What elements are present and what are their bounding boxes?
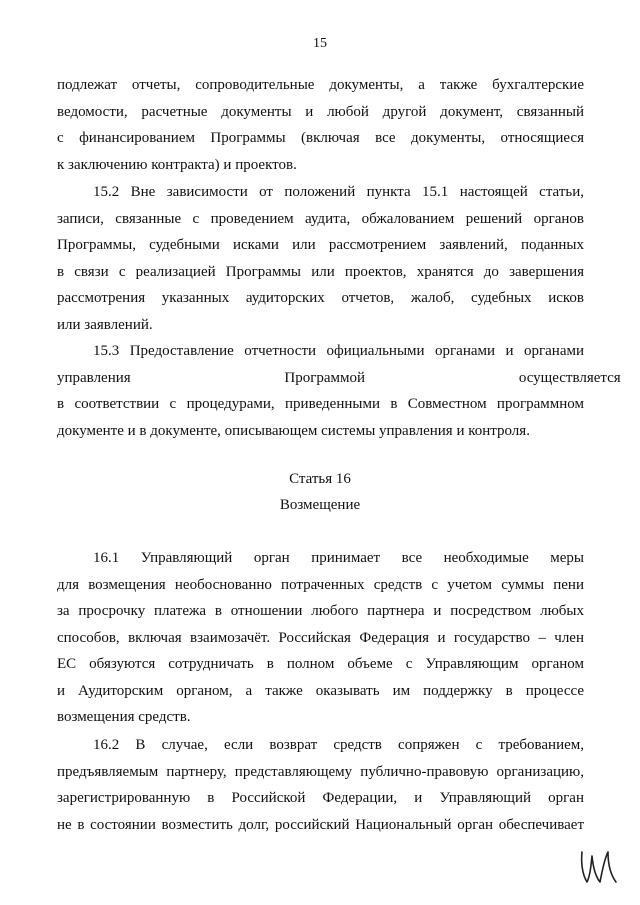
text-line: и Аудиторским органом, а также оказывать им поддержку в процессе	[57, 682, 584, 699]
paragraph-16-1	[57, 545, 584, 731]
article-title: Возмещение	[279, 497, 361, 513]
text-line: ведомости, расчетные документы и любой другой документ, связанный	[57, 103, 584, 120]
paragraph-continuation	[57, 72, 584, 178]
text-line: подлежат отчеты, сопроводительные документы, а также бухгалтерские	[57, 77, 584, 93]
text-line: для возмещения необоснованно потраченных средств с учетом суммы пени	[57, 576, 584, 593]
article-number: Статья 16	[289, 471, 351, 487]
paragraph-15-3	[57, 338, 621, 444]
text-line: 15.2 Вне зависимости от положений пункта 15.1 настоящей статьи,	[93, 184, 584, 200]
text-line: Программы, судебными исками или рассмотрением заявлений, поданных	[57, 237, 584, 253]
text-line: 16.1 Управляющий орган принимает все необходимые меры	[93, 550, 584, 566]
text-line: рассмотрения указанных аудиторских отчетов, жалоб, судебных исков	[57, 290, 584, 306]
text-line: или заявлений.	[57, 316, 153, 333]
text-line: зарегистрированную в Российской Федерации, и Управляющий орган	[57, 790, 584, 806]
text-line: возмещения средств.	[57, 709, 191, 725]
text-line: записи, связанные с проведением аудита, обжалованием решений органов	[57, 210, 584, 227]
paragraph-16-2	[57, 732, 584, 838]
text-line: за просрочку платежа в отношении любого партнера и посредством любых	[57, 603, 584, 619]
text-line: в соответствии с процедурами, приведенными в Совместном программном	[57, 396, 584, 412]
text-line: в связи с реализацией Программы или проектов, хранятся до завершения	[57, 263, 584, 280]
text-line: к заключению контракта) и проектов.	[57, 156, 297, 173]
text-line: управления Программой осуществляется	[57, 369, 621, 386]
page-number: 15	[313, 36, 327, 51]
paragraph-15-2	[57, 179, 584, 338]
text-line: не в состоянии возместить долг, российский Национальный орган обеспечивает	[57, 816, 584, 833]
text-line: 15.3 Предоставление отчетности официальными органами и органами	[93, 343, 584, 359]
text-line: предъявляемым партнеру, представляющему публично-правовую организацию,	[57, 763, 584, 780]
text-line: способов, включая взаимозачёт. Российская Федерация и государство – член	[57, 629, 584, 646]
text-line: 16.2 В случае, если возврат средств сопряжен с требованием,	[93, 737, 584, 753]
handwritten-initials-signature	[578, 846, 622, 886]
text-line: документе и в документе, описывающем системы управления и контроля.	[57, 422, 530, 439]
text-line: с финансированием Программы (включая все документы, относящиеся	[57, 130, 584, 146]
text-line: ЕС обязуются сотрудничать в полном объеме с Управляющим органом	[57, 656, 584, 672]
